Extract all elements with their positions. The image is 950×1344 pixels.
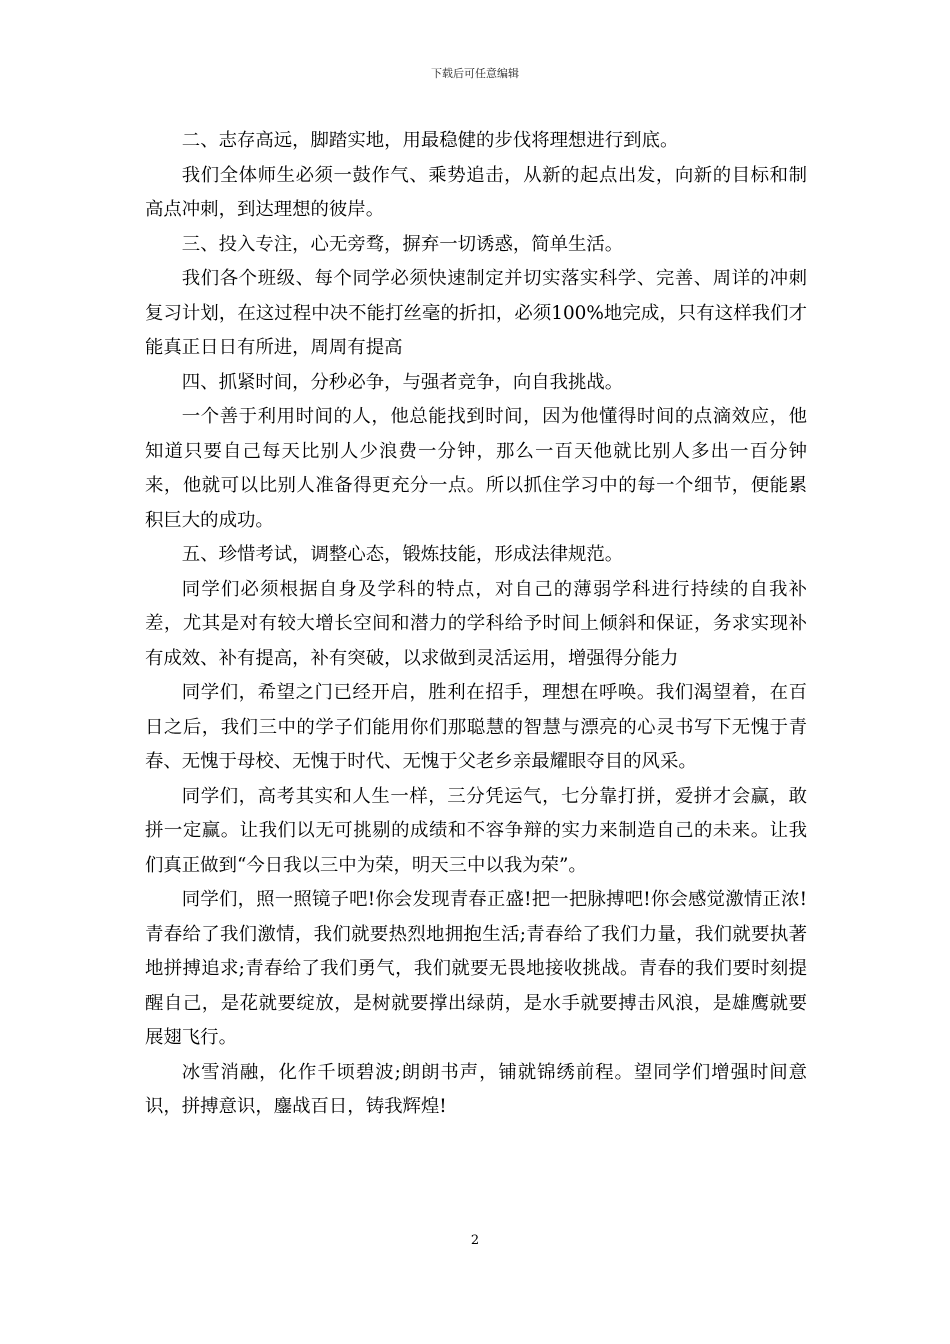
closing-paragraph: 冰雪消融，化作千顷碧波;朗朗书声，铺就锦绣前程。望同学们增强时间意识，拼搏意识，鏖战百日，铸我辉煌! bbox=[145, 1061, 807, 1117]
section-heading-4: 四、抓紧时间，分秒必争，与强者竞争，向自我挑战。 bbox=[181, 371, 624, 393]
page-number: 2 bbox=[470, 1233, 480, 1248]
body-paragraph: 一个善于利用时间的人，他总能找到时间，因为他懂得时间的点滴效应，他知道只要自己每天比别人少浪费一分钟，那么一百天他就比别人多出一百分钟来，他就可以比别人准备得更充分一点。所以抓住学习中的每一个细节，便能累积巨大的成功。 bbox=[145, 406, 807, 531]
body-paragraph: 同学们，高考其实和人生一样，三分凭运气，七分靠打拼，爱拼才会赢，敢拼一定赢。让我们以无可挑剔的成绩和不容争辩的实力来制造自己的未来。让我们真正做到“今日我以三中为荣，明天三中以我为荣”。 bbox=[145, 785, 807, 876]
body-paragraph: 我们全体师生必须一鼓作气、乘势追击，从新的起点出发，向新的目标和制高点冲刺，到达理想的彼岸。 bbox=[145, 164, 807, 220]
document-body bbox=[145, 124, 807, 1125]
page-header: 下载后可任意编辑 bbox=[431, 67, 519, 80]
section-heading-5: 五、珍惜考试，调整心态，锻炼技能，形成法律规范。 bbox=[181, 544, 624, 565]
section-heading-3: 三、投入专注，心无旁骛，摒弃一切诱惑，简单生活。 bbox=[181, 233, 624, 255]
body-paragraph: 同学们，希望之门已经开启，胜利在招手，理想在呼唤。我们渴望着，在百日之后，我们三中的学子们能用你们那聪慧的智慧与漂亮的心灵书写下无愧于青春、无愧于母校、无愧于时代、无愧于父老乡亲最耀眼夺目的风采。 bbox=[145, 682, 807, 772]
body-paragraph: 同学们必须根据自身及学科的特点，对自己的薄弱学科进行持续的自我补差，尤其是对有较大增长空间和潜力的学科给予时间上倾斜和保证，务求实现补有成效、补有提高，补有突破，以求做到灵活运用，增强得分能力 bbox=[145, 578, 807, 669]
body-paragraph: 我们各个班级、每个同学必须快速制定并切实落实科学、完善、周详的冲刺复习计划，在这过程中决不能打丝毫的折扣，必须100%地完成，只有这样我们才能真正日日有所进，周周有提高 bbox=[145, 268, 807, 358]
body-paragraph: 同学们，照一照镜子吧!你会发现青春正盛!把一把脉搏吧!你会感觉激情正浓!青春给了我们激情，我们就要热烈地拥抱生活;青春给了我们力量，我们就要执著地拼搏追求;青春给了我们勇气，我们就要无畏地接收挑战。青春的我们要时刻提醒自己，是花就要绽放，是树就要撑出绿荫，是水手就要搏击风浪，是雄鹰就要展翅飞行。 bbox=[145, 889, 807, 1048]
section-heading-2: 二、志存高远，脚踏实地，用最稳健的步伐将理想进行到底。 bbox=[181, 130, 679, 151]
